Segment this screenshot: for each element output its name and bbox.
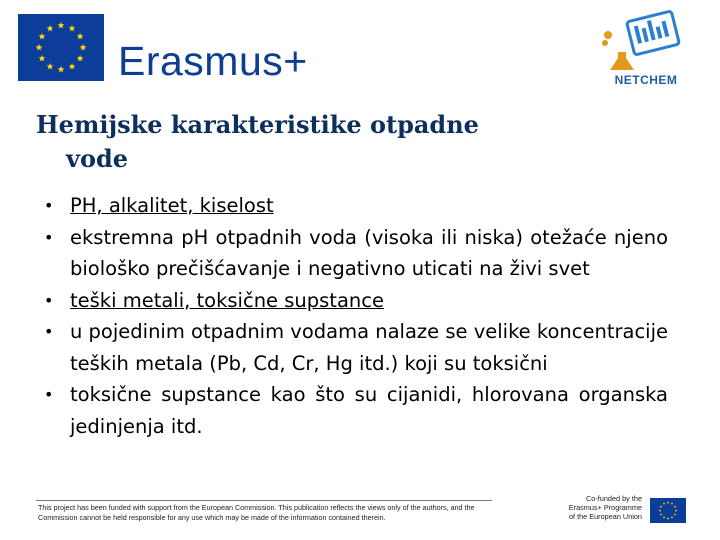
slide-title-line1: Hemijske karakteristike otpadne bbox=[36, 110, 479, 139]
footer-divider bbox=[36, 500, 492, 501]
bullet-dot-icon: • bbox=[44, 227, 54, 247]
bullet-dot-icon: • bbox=[44, 196, 54, 215]
bullet-text: toksične supstance kao što su cijanidi, hlorovana organska jedinjenja itd. bbox=[70, 383, 668, 438]
bullet-text: ekstremna pH otpadnih voda (visoka ili niska) otežaće njeno biološko prečišćavanje i negativno uticati na živi svet bbox=[70, 225, 668, 280]
bullet-item bbox=[44, 190, 668, 222]
bullet-item bbox=[44, 379, 668, 442]
bullet-item bbox=[44, 222, 668, 285]
bullet-dot-icon: • bbox=[44, 290, 54, 310]
bullet-dot-icon: • bbox=[44, 322, 54, 341]
bullet-text: teški metali, toksične supstance bbox=[70, 288, 384, 312]
netchem-label: NETCHEM bbox=[614, 73, 678, 87]
netchem-logo-icon bbox=[596, 10, 692, 80]
cofunded-label: Co-funded by the Erasmus+ Programme of the European Union bbox=[568, 494, 642, 521]
bullet-list bbox=[44, 190, 668, 442]
eu-flag-icon bbox=[18, 14, 104, 81]
eu-small-flag-icon bbox=[650, 498, 686, 523]
slide-title-line2: vode bbox=[66, 144, 129, 173]
slide-title bbox=[36, 108, 676, 176]
bullet-text: u pojedinim otpadnim vodama nalaze se velike koncentracije teških metala (Pb, Cd, Cr, Hg itd.) koji su toksični bbox=[70, 320, 668, 375]
bullet-item bbox=[44, 285, 668, 317]
bullet-text: PH, alkalitet, kiselost bbox=[70, 194, 274, 217]
erasmus-plus-logo: Erasmus+ bbox=[118, 38, 308, 84]
bullet-item bbox=[44, 316, 668, 379]
bullet-dot-icon: • bbox=[44, 385, 54, 404]
funding-disclaimer: This project has been funded with support from the European Commission. This publication reflects the views only of the authors, and the Commission cannot be held responsible for any use which may be made of the information contained therein. bbox=[38, 503, 475, 522]
